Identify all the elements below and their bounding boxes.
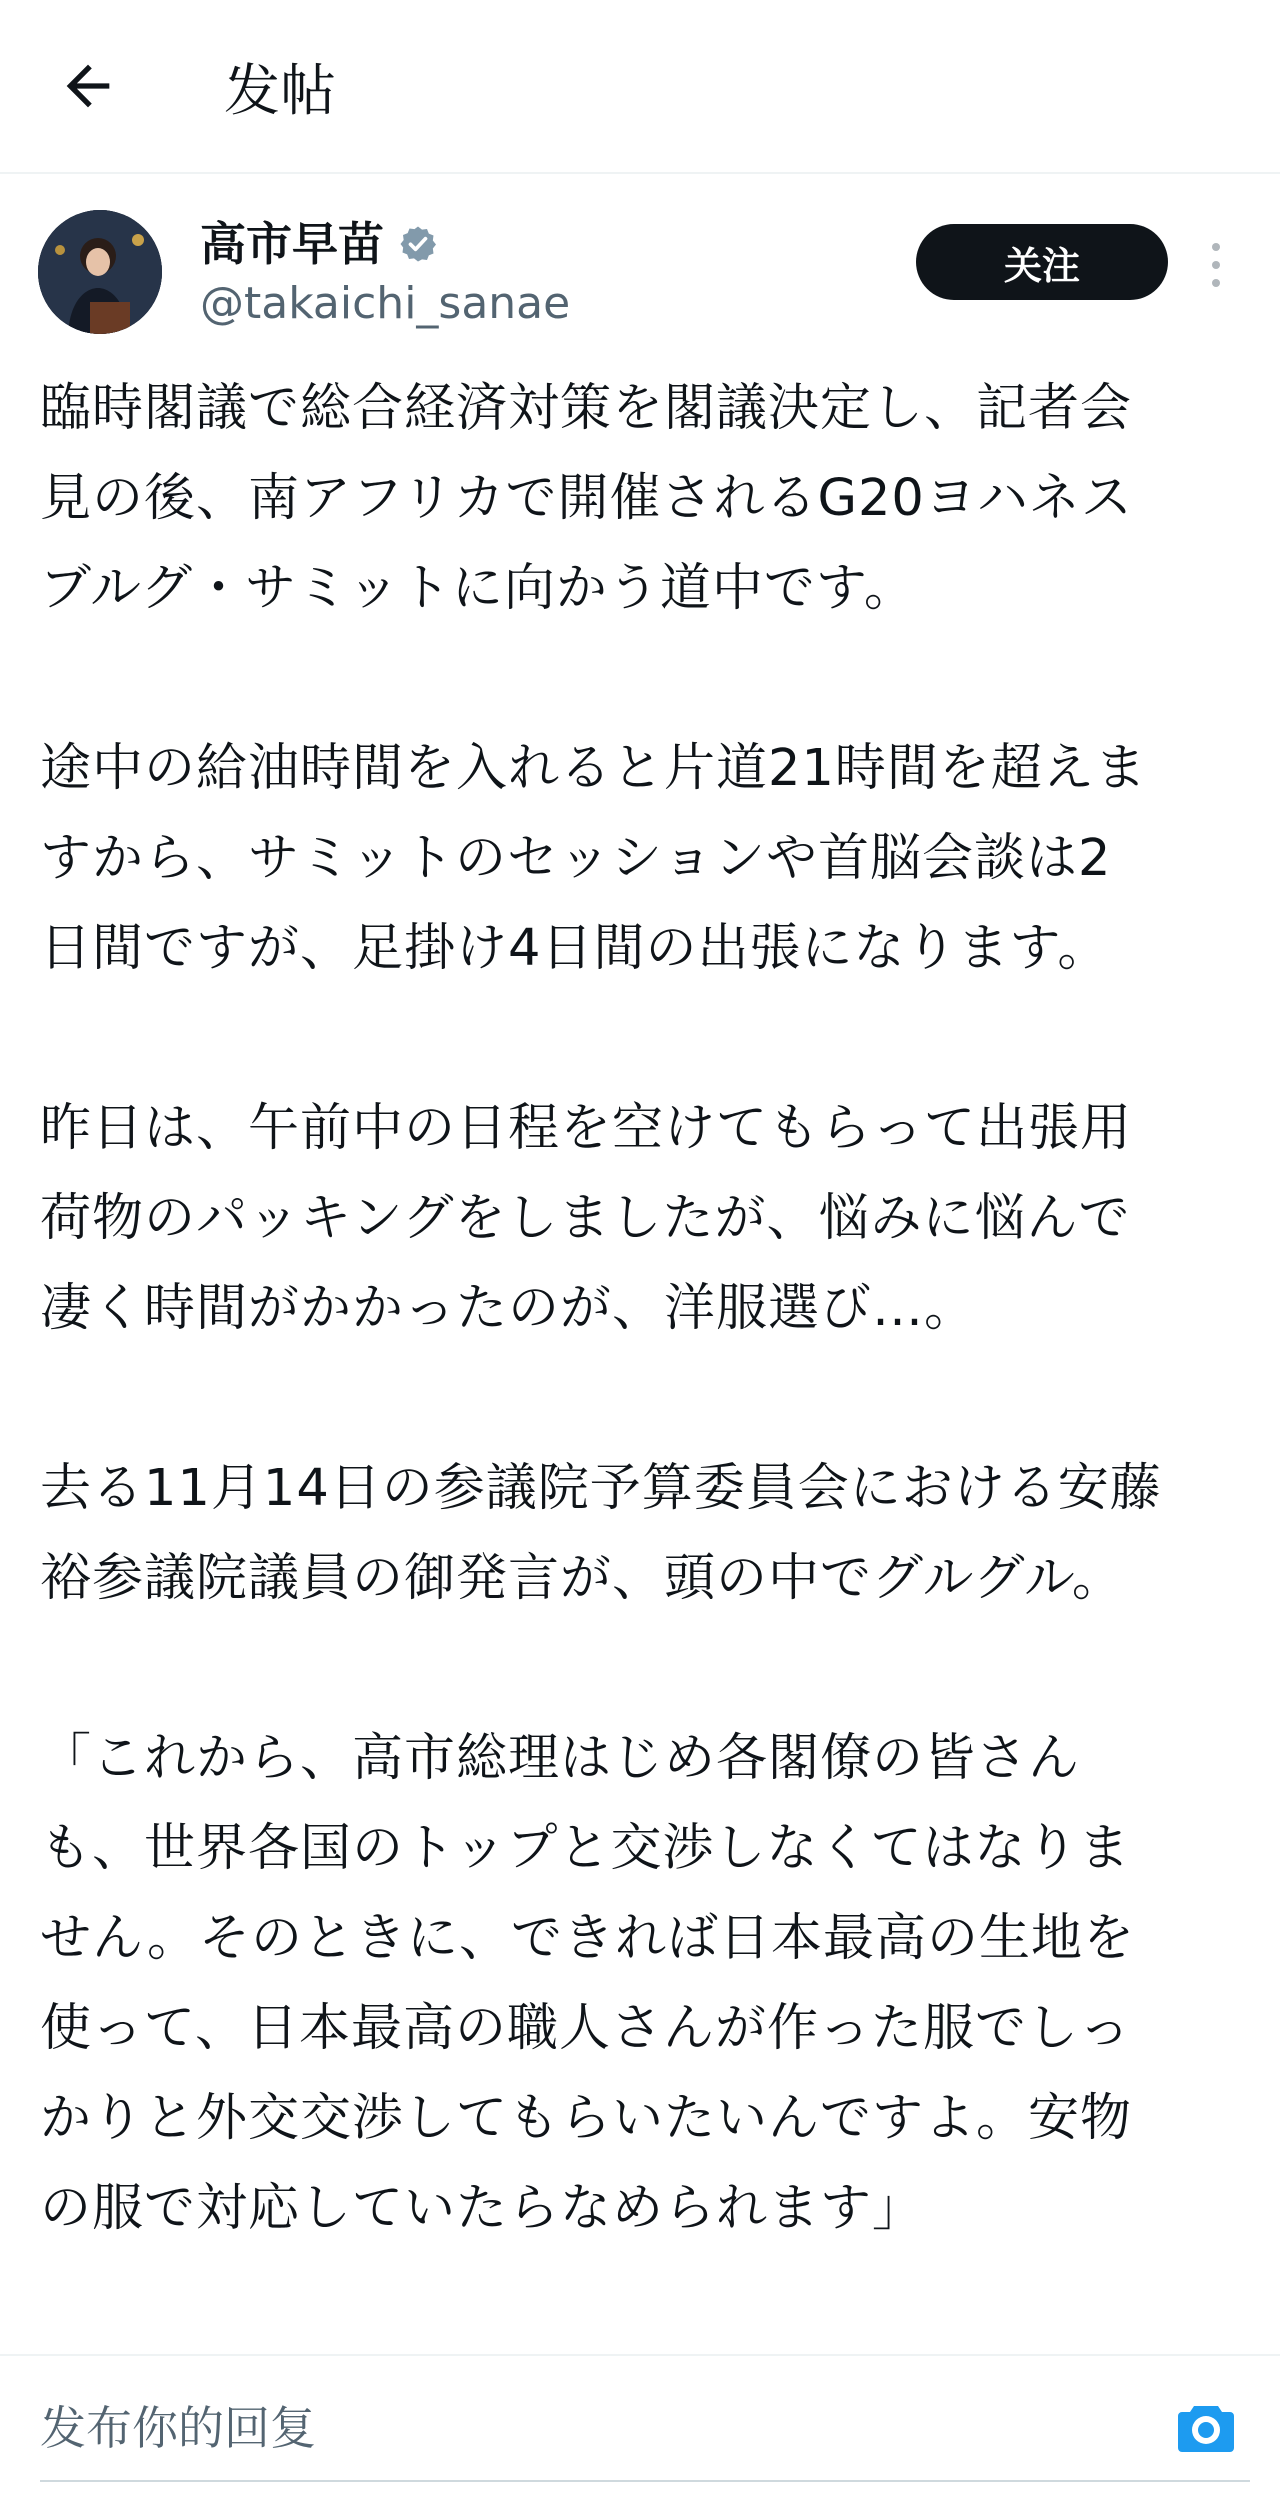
top-bar (0, 0, 1280, 174)
reply-input[interactable]: 发布你的回复 (40, 2401, 316, 2455)
arrow-left-icon (56, 54, 120, 118)
display-name[interactable]: 高市早苗 (200, 217, 384, 271)
follow-button[interactable]: 关注 (916, 224, 1168, 300)
name-row (200, 212, 438, 276)
post-paragraph (40, 2344, 1250, 2354)
back-button[interactable] (48, 46, 128, 126)
post-paragraph: 去る11月14日の参議院予算委員会における安藤 裕参議院議員の御発言が、頭の中でグルグル。 (40, 1459, 1162, 1608)
post-paragraph: 「これから、高市総理はじめ各閣僚の皆さん も、世界各国のトップと交渉しなくてはなりま せん。そのときに、できれば日本最高の生地を 使って、日本最高の職人さんが作った服でしっ かりと外交交渉してもらいたいんですよ。安物 の服で対応していたらなめられます」 (40, 1729, 1136, 2238)
page-title: 发帖 (224, 59, 336, 124)
reply-bar (0, 2354, 1280, 2508)
post-paragraph: 臨時閣議で総合経済対策を閣議決定し、記者会 見の後、南アフリカで開催されるG20ヨハネス ブルグ・サミットに向かう道中です。 (40, 379, 1133, 618)
post-paragraph: 途中の給油時間を入れると片道21時間を超えま すから、サミットのセッションや首脳会談は2 日間ですが、足掛け4日間の出張になります。 (40, 739, 1147, 978)
camera-button[interactable] (1166, 2392, 1246, 2464)
camera-icon (1174, 2400, 1238, 2456)
avatar[interactable] (38, 210, 162, 334)
author-row (0, 172, 1280, 352)
reply-underline (40, 2480, 1250, 2482)
post-paragraph: 昨日は、午前中の日程を空けてもらって出張用 荷物のパッキングをしましたが、悩みに悩んで 凄く時間がかかったのが、洋服選び…。 (40, 1099, 1133, 1338)
avatar-image (38, 210, 162, 334)
post-text (40, 364, 1250, 2354)
more-vertical-icon[interactable] (1196, 230, 1236, 300)
user-handle[interactable]: @takaichi_sanae (200, 278, 571, 329)
verified-badge-icon (398, 224, 438, 264)
